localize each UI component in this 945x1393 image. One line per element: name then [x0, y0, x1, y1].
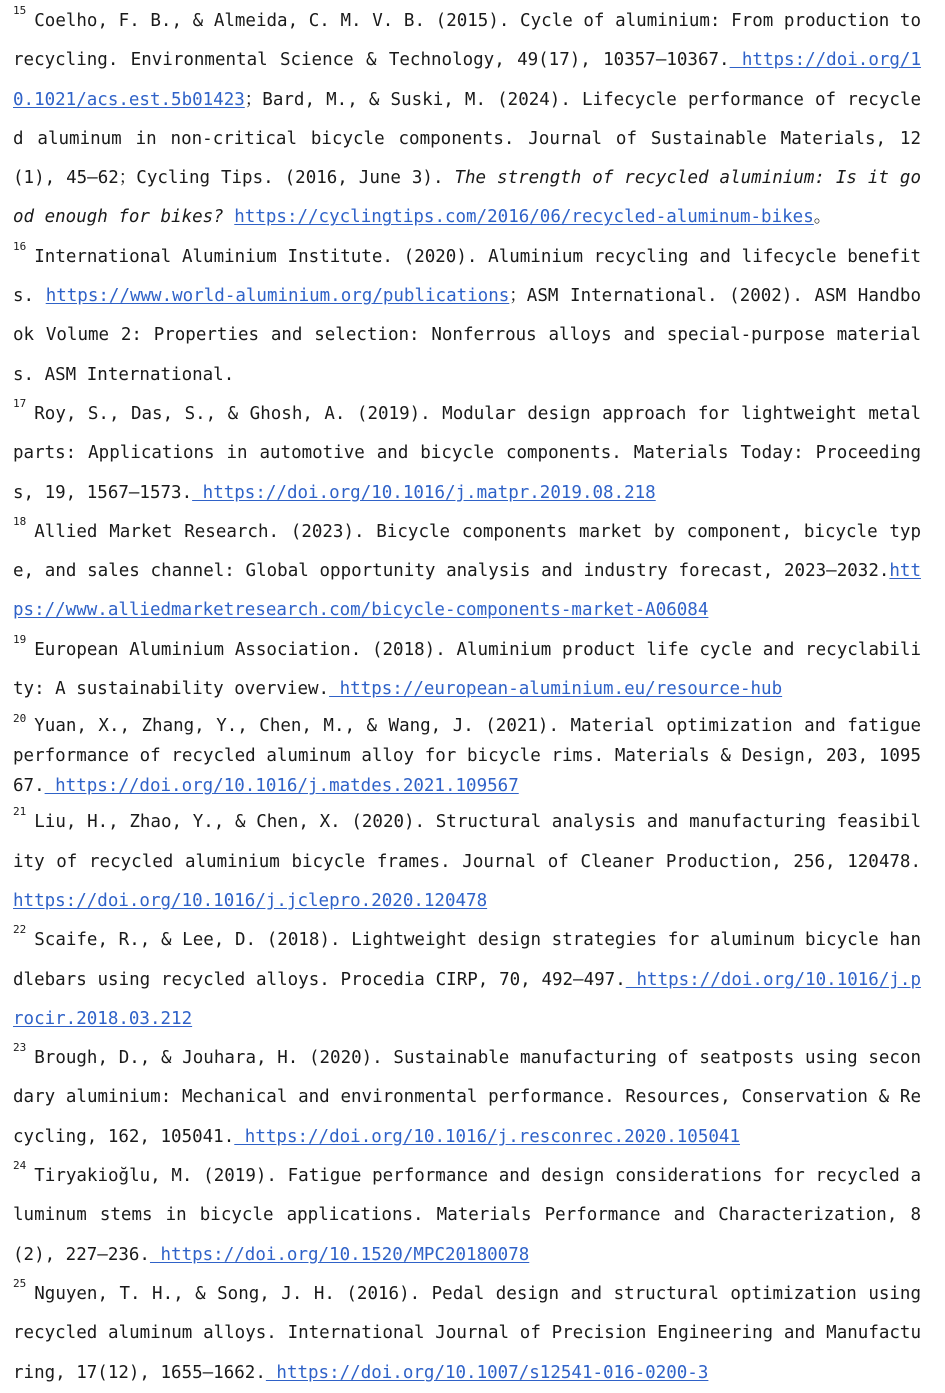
reference-text: Nguyen, T. H., & Song, J. H. (2016). Pedal design and structural optimization using recycled aluminum alloys. International Journal of Precision Engineering and Manufacturing, 17(12), 1655–1662. [13, 1283, 921, 1383]
footnote-20 [13, 709, 921, 803]
reference-text: Liu, H., Zhao, Y., & Chen, X. (2020). Structural analysis and manufacturing feasibility of recycled aluminium bicycle frames. Journal of Cleaner Production, 256, 120478. [13, 812, 921, 872]
reference-text: Scaife, R., & Lee, D. (2018). Lightweight design strategies for aluminum bicycle handlebars using recycled alloys. Procedia CIRP, 70, 492–497. [13, 930, 921, 990]
footnote-16 [13, 238, 921, 395]
footnote-number: 18 [13, 514, 27, 528]
reference-title-italic: The strength of recycled aluminium: Is it good enough for bikes? [13, 168, 921, 228]
reference-text: Roy, S., Das, S., & Ghosh, A. (2019). Modular design approach for lightweight metal parts: Applications in automotive and bicycle components. Materials Today: Proceedings, 19, 1567–1573. [13, 403, 921, 503]
reference-link[interactable]: https://doi.org/10.1016/j.matdes.2021.109567 [44, 776, 519, 797]
reference-link[interactable]: https://doi.org/10.1016/j.procir.2018.03.212 [13, 969, 921, 1029]
reference-text: 。 [813, 207, 832, 228]
footnote-23 [13, 1039, 921, 1157]
footnote-number: 19 [13, 632, 27, 646]
footnote-number: 22 [13, 923, 27, 937]
reference-text: Brough, D., & Jouhara, H. (2020). Sustainable manufacturing of seatposts using secondary aluminium: Mechanical and environmental performance. Resources, Conservation & Recycling, 162, 105041. [13, 1048, 921, 1147]
reference-text: ；ASM International. (2002). ASM Handbook Volume 2: Properties and selection: Nonferrous alloys and special-purpose materials. ASM International. [13, 286, 921, 385]
reference-link[interactable]: https://doi.org/10.1016/j.resconrec.2020.105041 [234, 1126, 740, 1147]
footnote-21 [13, 803, 921, 921]
footnote-number: 15 [13, 4, 27, 17]
footnote-24 [13, 1157, 921, 1275]
footnote-18 [13, 513, 921, 631]
reference-link[interactable]: https://doi.org/10.1016/j.matpr.2019.08.218 [192, 482, 656, 503]
reference-text [224, 207, 235, 227]
footnote-19 [13, 631, 921, 710]
footnote-number: 25 [13, 1276, 27, 1290]
reference-text: ；Bard, M., & Suski, M. (2024). Lifecycle performance of recycled aluminum in non-critical bicycle components. Journal of Sustainable Materials, 12(1), 45–62；Cycling Tips. (2016, June 3). [13, 89, 921, 189]
reference-text: European Aluminium Association. (2018). Aluminium product life cycle and recyclability: A sustainability overview. [13, 639, 921, 700]
reference-link[interactable]: https://www.world-aluminium.org/publications [45, 286, 510, 307]
reference-text: Coelho, F. B., & Almeida, C. M. V. B. (2015). Cycle of aluminium: From production to recycling. Environmental Science & Technology, 49(17), 10357–10367. [13, 11, 921, 71]
reference-link[interactable]: https://cyclingtips.com/2016/06/recycled-aluminum-bikes [234, 207, 814, 228]
footnote-15 [13, 2, 921, 238]
footnote-17 [13, 395, 921, 513]
reference-link[interactable]: https://doi.org/10.1007/s12541-016-0200-3 [265, 1362, 709, 1383]
footnote-number: 24 [13, 1159, 27, 1173]
reference-text: Yuan, X., Zhang, Y., Chen, M., & Wang, J. (2021). Material optimization and fatigue performance of recycled aluminum alloy for bicycle rims. Materials & Design, 203, 109567. [13, 716, 921, 797]
footnote-number: 20 [13, 712, 27, 726]
reference-link[interactable]: https://doi.org/10.1016/j.jclepro.2020.120478 [13, 890, 488, 911]
footnote-number: 16 [13, 239, 27, 253]
footnote-number: 17 [13, 396, 27, 410]
reference-link[interactable]: https://european-aluminium.eu/resource-hub [329, 679, 783, 700]
footnote-number: 23 [13, 1041, 27, 1055]
reference-text: International Aluminium Institute. (2020). Aluminium recycling and lifecycle benefits. [13, 246, 921, 307]
reference-text: Tiryakioğlu, M. (2019). Fatigue performance and design considerations for recycled aluminum stems in bicycle applications. Materials Performance and Characterization, 8(2), 227–236. [13, 1166, 921, 1265]
footnote-number: 21 [13, 805, 27, 819]
reference-text: Allied Market Research. (2023). Bicycle components market by component, bicycle type, and sales channel: Global opportunity analysis and industry forecast, 2023–2032. [13, 521, 921, 582]
reference-link[interactable]: https://doi.org/10.1021/acs.est.5b01423 [13, 50, 922, 110]
footnote-25 [13, 1275, 921, 1393]
footnote-22 [13, 921, 921, 1039]
reference-link[interactable]: https://www.alliedmarketresearch.com/bicycle-components-market-A06084 [13, 561, 921, 621]
reference-link[interactable]: https://doi.org/10.1520/MPC20180078 [149, 1244, 530, 1265]
